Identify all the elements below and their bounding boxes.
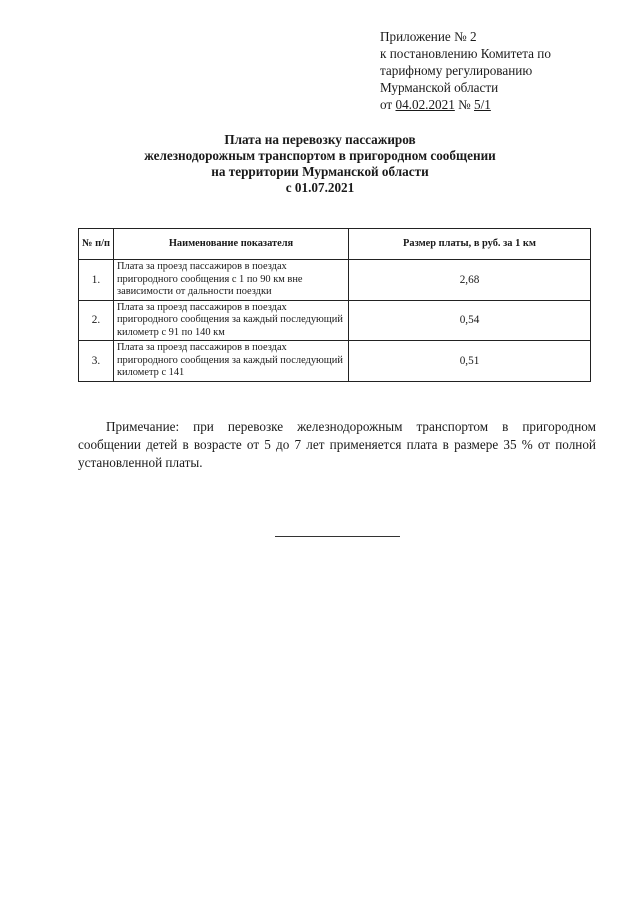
table-header-row [79,229,591,260]
row-value: 0,54 [349,300,591,341]
tariff-table [78,228,591,382]
table-row [79,341,591,382]
appendix-line-4: Мурманской области [380,80,499,95]
appendix-line-1: Приложение № 2 [380,29,477,44]
appendix-date-line [380,96,620,113]
row-name: Плата за проезд пассажиров в поездах пригородного сообщения за каждый последующий километр с 91 по 140 км [114,300,349,341]
resolution-number: 5/1 [474,97,491,112]
title-line-3: на территории Мурманской области [211,164,429,179]
appendix-header [380,28,620,113]
header-name: Наименование показателя [114,229,349,260]
row-number: 2. [79,300,114,341]
row-number: 1. [79,260,114,301]
date-prefix: от [380,97,396,112]
signature-line [275,536,400,537]
resolution-date: 04.02.2021 [395,97,455,112]
number-prefix: № [454,97,475,112]
appendix-line-3: тарифному регулированию [380,63,533,78]
note-paragraph: Примечание: при перевозке железнодорожным транспортом в пригородном сообщении детей в возрасте от 5 до 7 лет применяется плата в размере 35 % от полной установленной платы. [78,419,596,470]
row-name: Плата за проезд пассажиров в поездах пригородного сообщения с 1 по 90 км вне зависимости от дальности поездки [114,260,349,301]
document-title [100,132,540,196]
table-row [79,300,591,341]
header-value: Размер платы, в руб. за 1 км [349,229,591,260]
appendix-line-2: к постановлению Комитета по [380,46,551,61]
table-row [79,260,591,301]
title-line-2: железнодорожным транспортом в пригородном сообщении [144,148,496,163]
row-name: Плата за проезд пассажиров в поездах пригородного сообщения за каждый последующий километр с 141 [114,341,349,382]
row-value: 0,51 [349,341,591,382]
header-number: № п/п [79,229,114,260]
title-line-4: с 01.07.2021 [285,180,355,195]
row-number: 3. [79,341,114,382]
title-line-1: Плата на перевозку пассажиров [224,132,416,147]
row-value: 2,68 [349,260,591,301]
